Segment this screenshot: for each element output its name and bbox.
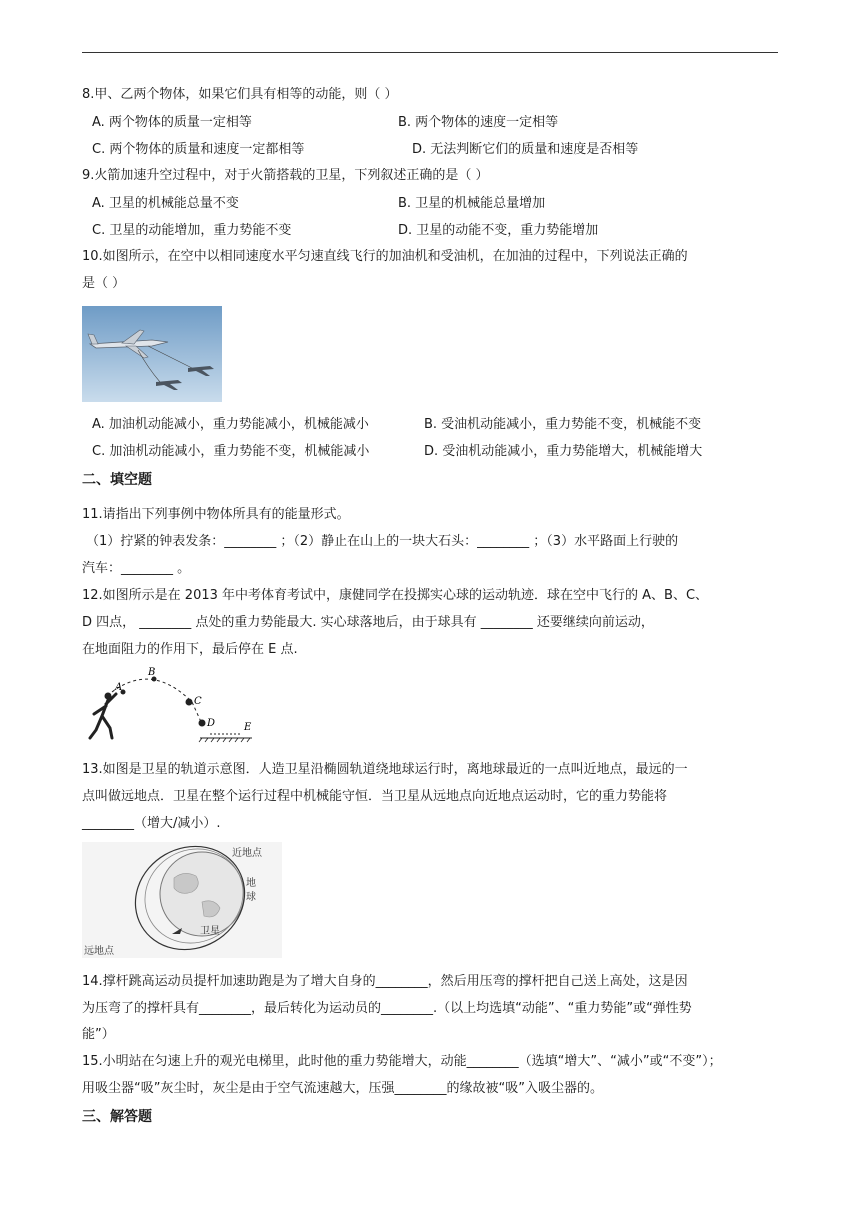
ball-c-marker xyxy=(186,699,193,706)
point-d-label: D xyxy=(207,718,216,729)
q13-line2: 点叫做远地点．卫星在整个运行过程中机械能守恒．当卫星从远地点向近地点运动时，它的重力势能将 xyxy=(82,789,668,804)
header-rule xyxy=(82,52,778,53)
satellite-label: 卫星 xyxy=(200,926,220,937)
q10-option-a: A. 加油机动能减小，重力势能减小，机械能减小 xyxy=(92,417,369,432)
far-point-label: 远地点 xyxy=(84,946,114,957)
satellite-orbit-figure xyxy=(82,842,282,958)
section-fill-in-heading: 二、填空题 xyxy=(82,472,152,488)
q12-line2: D 四点， ________ 点处的重力势能最大. 实心球落地后，由于球具有 ________ 还要继续向前运动， xyxy=(82,615,654,630)
q11-line3: 汽车：________ 。 xyxy=(82,561,191,576)
q9-option-b: B. 卫星的机械能总量增加 xyxy=(398,196,546,211)
tanker-aircraft-photo xyxy=(82,306,222,402)
q15-line1: 15.小明站在匀速上升的观光电梯里，此时他的重力势能增大，动能________（选填“增大”、“减小”或“不变”）； xyxy=(82,1054,722,1069)
q8-option-a: A. 两个物体的质量一定相等 xyxy=(92,115,252,130)
q9-option-d: D. 卫星的动能不变，重力势能增加 xyxy=(398,223,599,238)
point-c-label: C xyxy=(194,696,202,707)
point-b-label: B xyxy=(148,667,156,678)
q14-line1: 14.撑杆跳高运动员提杆加速助跑是为了增大自身的________，然后用压弯的撑杆把自己送上高处，这是因 xyxy=(82,974,688,989)
point-a-label: A xyxy=(115,682,123,693)
q15-line2: 用吸尘器“吸”灰尘时，灰尘是由于空气流速越大，压强________的缘故被“吸”入吸尘器的。 xyxy=(82,1081,603,1096)
q8-stem: 8.甲、乙两个物体，如果它们具有相等的动能，则（ ） xyxy=(82,87,398,102)
near-point-label: 近地点 xyxy=(232,848,262,859)
q10-stem-line1: 10.如图所示，在空中以相同速度水平匀速直线飞行的加油机和受油机，在加油的过程中，下列说法正确的 xyxy=(82,249,688,264)
q8-option-c: C. 两个物体的质量和速度一定都相等 xyxy=(92,142,305,157)
q10-stem-line2: 是（ ） xyxy=(82,276,126,291)
shot-put-trajectory-figure xyxy=(82,666,258,748)
q8-option-b: B. 两个物体的速度一定相等 xyxy=(398,115,559,130)
q10-option-c: C. 加油机动能减小，重力势能不变，机械能减小 xyxy=(92,444,370,459)
q11-stem: 11.请指出下列事例中物体所具有的能量形式。 xyxy=(82,507,350,522)
q14-line2: 为压弯了的撑杆具有________，最后转化为运动员的________.（以上均选填“动能”、“重力势能”或“弹性势 xyxy=(82,1001,692,1016)
ball-d-marker xyxy=(199,720,206,727)
q10-option-b: B. 受油机动能减小，重力势能不变，机械能不变 xyxy=(424,417,702,432)
q8-option-d: D. 无法判断它们的质量和速度是否相等 xyxy=(412,142,639,157)
q14-line3: 能”） xyxy=(82,1027,115,1042)
q13-line3: ________（增大/减小）. xyxy=(82,816,221,831)
q11-line2: （1）拧紧的钟表发条：________ ；（2）静止在山上的一块大石头：________ ；（3）水平路面上行驶的 xyxy=(86,534,679,549)
earth-label-2: 球 xyxy=(246,892,256,903)
q9-option-c: C. 卫星的动能增加，重力势能不变 xyxy=(92,223,292,238)
q12-line1: 12.如图所示是在 2013 年中考体育考试中，康健同学在投掷实心球的运动轨迹．球在空中飞行的 A、B、C、 xyxy=(82,588,709,603)
q9-stem: 9.火箭加速升空过程中，对于火箭搭载的卫星，下列叙述正确的是（ ） xyxy=(82,168,489,183)
q13-line1: 13.如图是卫星的轨道示意图．人造卫星沿椭圆轨道绕地球运行时，离地球最近的一点叫近地点，最远的一 xyxy=(82,762,688,777)
section-answer-heading: 三、解答题 xyxy=(82,1109,152,1125)
q12-line3: 在地面阻力的作用下，最后停在 E 点. xyxy=(82,642,298,657)
point-e-label: E xyxy=(244,722,252,733)
q10-option-d: D. 受油机动能减小，重力势能增大，机械能增大 xyxy=(424,444,703,459)
earth-label-1: 地 xyxy=(246,878,256,889)
q9-option-a: A. 卫星的机械能总量不变 xyxy=(92,196,239,211)
